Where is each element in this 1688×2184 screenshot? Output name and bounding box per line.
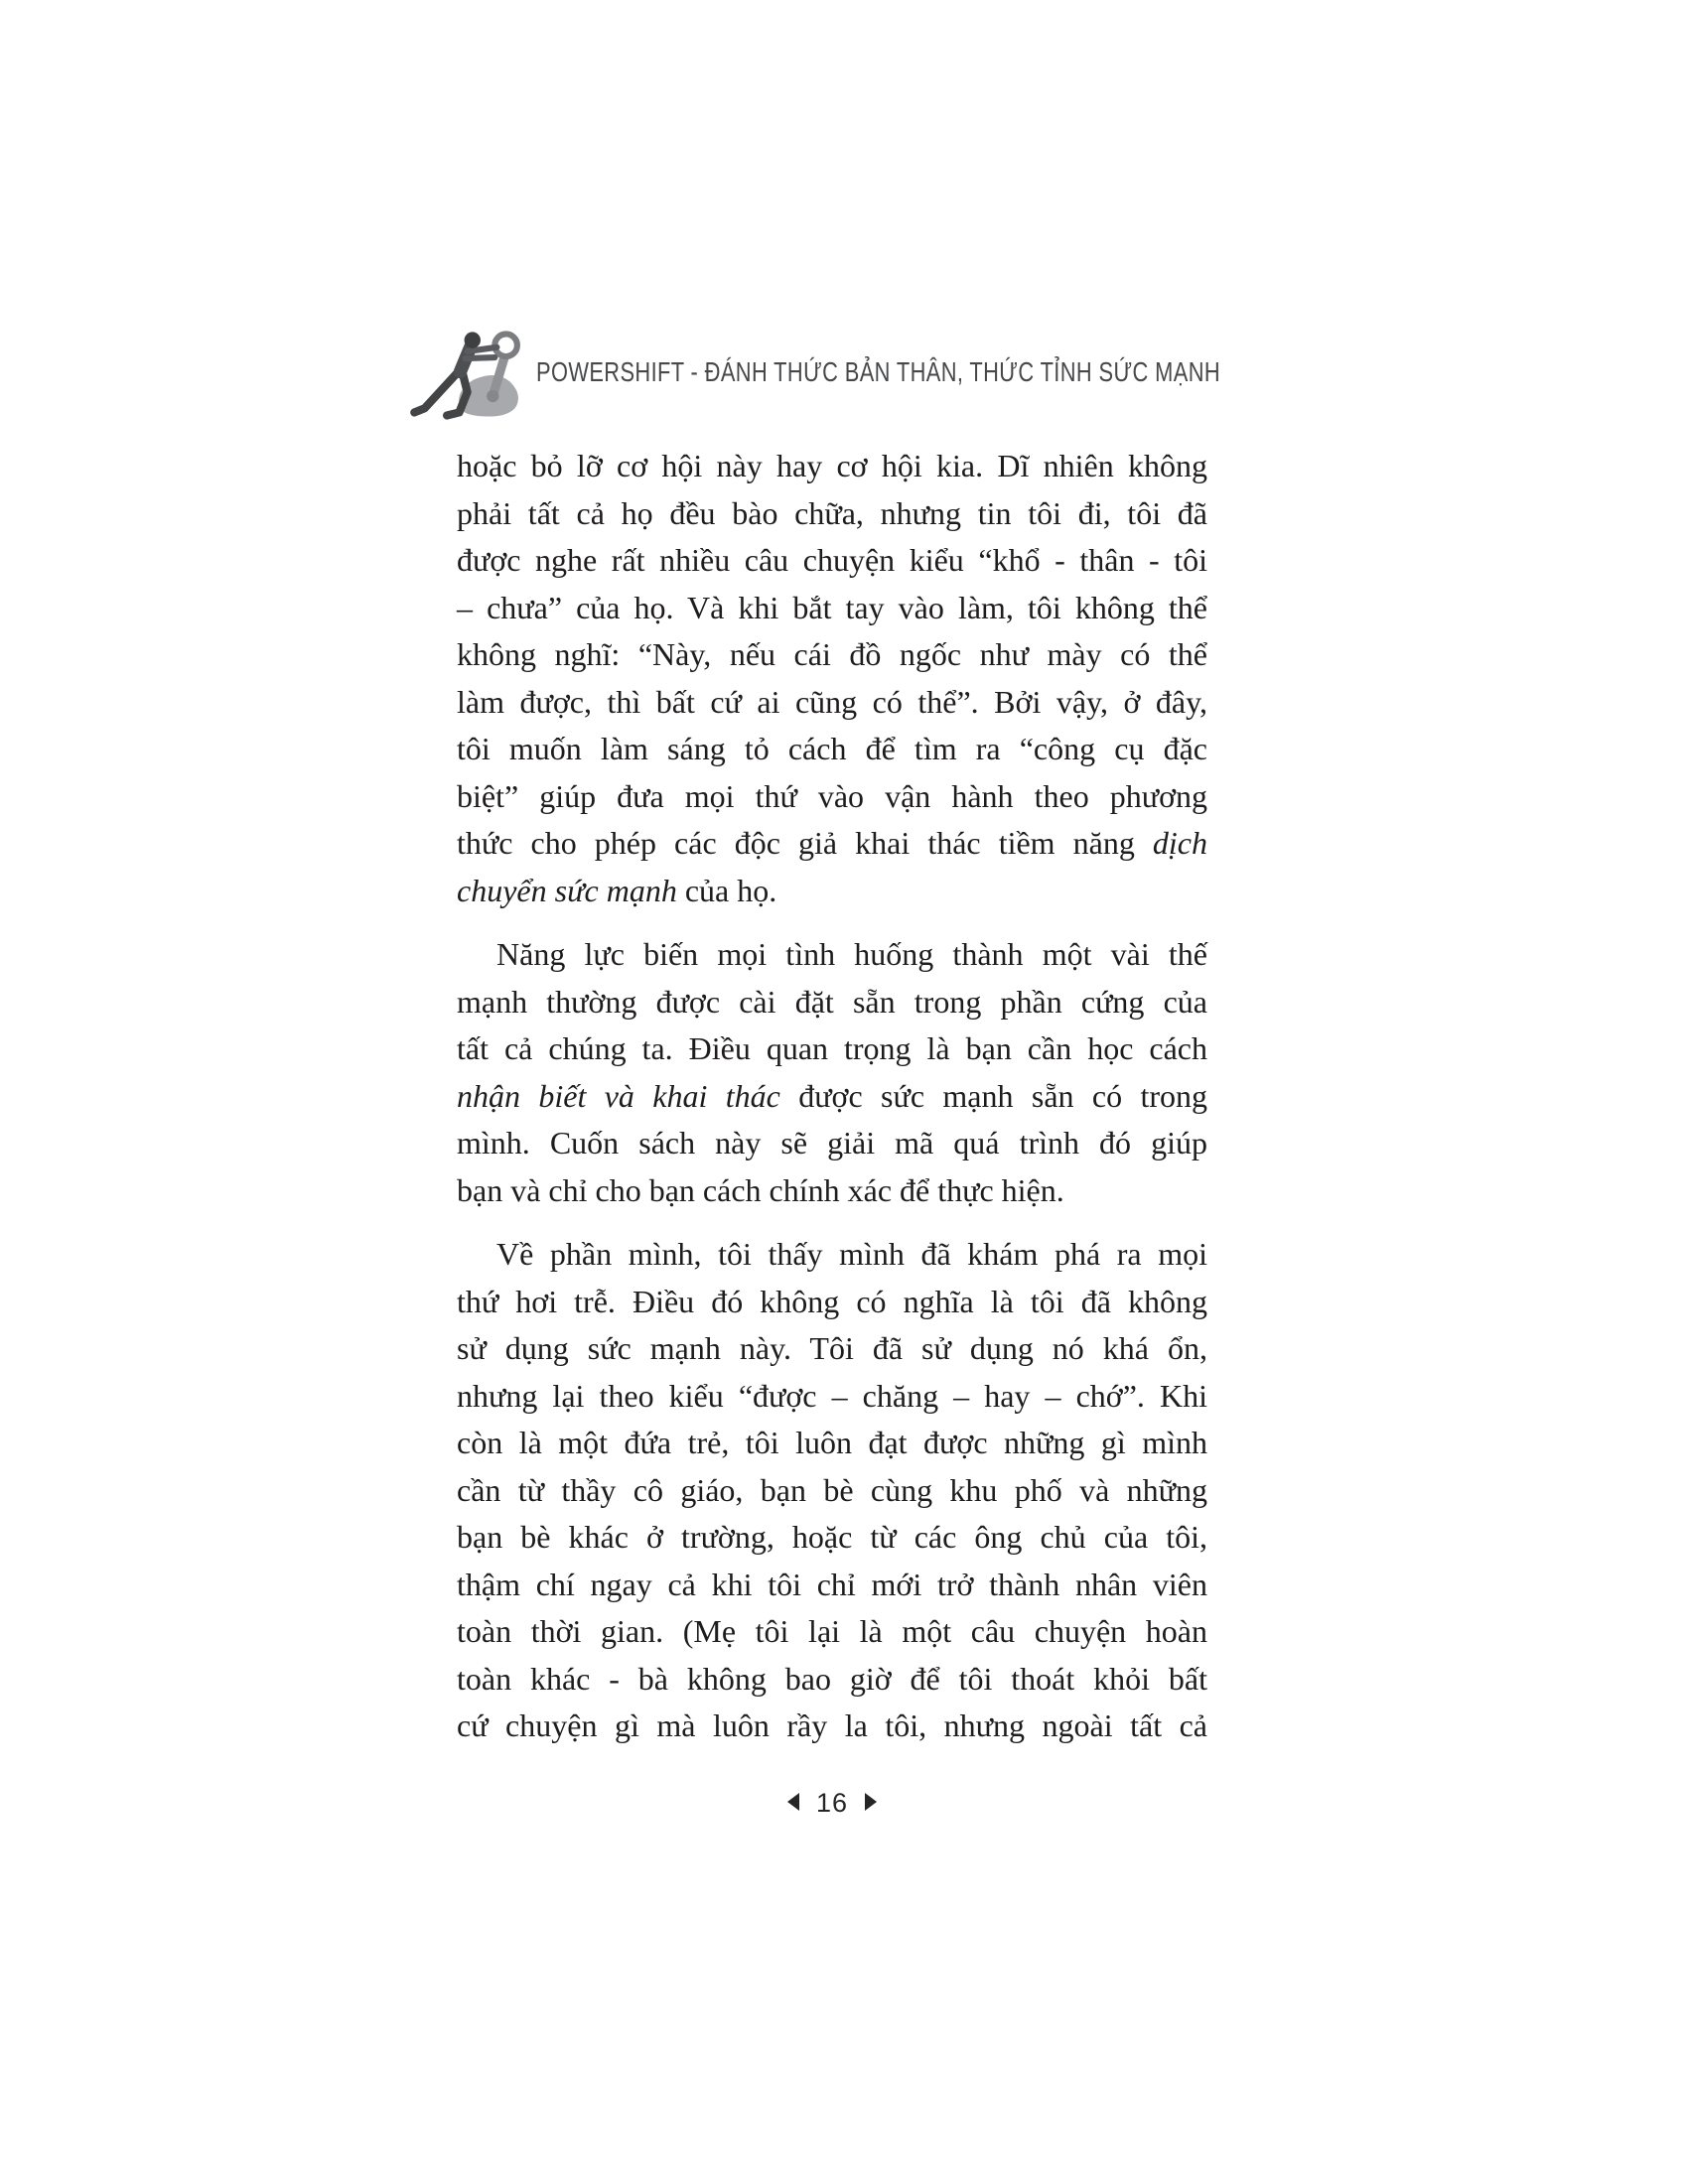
text-line — [457, 585, 1207, 632]
text-line — [457, 1514, 1207, 1562]
text-line — [457, 490, 1207, 538]
text-run: còn là một đứa trẻ, tôi luôn đạt được những gì mình — [457, 1425, 1207, 1460]
text-run: thứ hơi trễ. Điều đó không có nghĩa là tôi đã không — [457, 1283, 1207, 1319]
text-line — [457, 1373, 1207, 1421]
italic-run: chuyển sức mạnh — [457, 872, 677, 908]
text-run: nhưng lại theo kiểu “được – chăng – hay – chớ”. Khi — [457, 1377, 1207, 1414]
text-line — [457, 1656, 1207, 1704]
powershift-logo-icon — [402, 328, 521, 422]
text-line — [457, 979, 1207, 1026]
page-footer — [457, 1787, 1207, 1819]
text-line — [457, 1073, 1207, 1121]
text-run: bạn và chỉ cho bạn cách chính xác để thực hiện. — [457, 1171, 1064, 1208]
text-line — [457, 773, 1207, 821]
text-run: làm được, thì bất cứ ai cũng có thể”. Bởi vậy, ở đây, — [457, 683, 1207, 720]
text-line — [457, 868, 1207, 915]
text-run: không nghĩ: “Này, nếu cái đồ ngốc như mày có thể — [457, 636, 1207, 672]
text-run: phải tất cả họ đều bào chữa, nhưng tin tôi đi, tôi đã — [457, 494, 1207, 531]
text-line — [457, 1167, 1207, 1215]
italic-run: dịch — [1152, 825, 1207, 861]
text-run: bạn bè khác ở trường, hoặc từ các ông chủ của tôi, — [457, 1519, 1207, 1555]
text-run: tôi muốn làm sáng tỏ cách để tìm ra “công cụ đặc — [457, 731, 1207, 766]
text-line — [457, 931, 1207, 979]
text-line — [457, 820, 1207, 868]
running-head-title: POWERSHIFT - ĐÁNH THỨC BẢN THÂN, THỨC TỈNH SỨC MẠNH — [536, 356, 1221, 387]
text-run: toàn thời gian. (Mẹ tôi lại là một câu chuyện hoàn — [457, 1613, 1207, 1649]
italic-run: nhận biết và khai thác — [457, 1077, 780, 1114]
text-run: được nghe rất nhiều câu chuyện kiểu “khổ - thân - tôi — [457, 542, 1207, 578]
prev-page-icon — [787, 1793, 799, 1811]
text-run: tất cả chúng ta. Điều quan trọng là bạn cần học cách — [457, 1030, 1207, 1066]
text-line — [457, 1231, 1207, 1279]
text-run: của họ. — [676, 872, 777, 908]
text-line — [457, 1325, 1207, 1373]
text-run: thức cho phép các độc giả khai thác tiềm năng — [457, 825, 1153, 861]
text-line — [457, 1420, 1207, 1467]
text-run: thậm chí ngay cả khi tôi chỉ mới trở thành nhân viên — [457, 1566, 1207, 1602]
text-run: hoặc bỏ lỡ cơ hội này hay cơ hội kia. Dĩ nhiên không — [457, 448, 1207, 483]
text-run: sử dụng sức mạnh này. Tôi đã sử dụng nó khá ổn, — [457, 1330, 1207, 1366]
text-run: toàn khác - bà không bao giờ để tôi thoát khỏi bất — [457, 1660, 1207, 1697]
text-line — [457, 1608, 1207, 1656]
text-run: Năng lực biến mọi tình huống thành một vài thế — [496, 936, 1207, 972]
text-run: mạnh thường được cài đặt sẵn trong phần cứng của — [457, 983, 1207, 1020]
text-line — [457, 537, 1207, 585]
text-run: cần từ thầy cô giáo, bạn bè cùng khu phố và những — [457, 1471, 1207, 1508]
text-line — [457, 1279, 1207, 1326]
text-run: Về phần mình, tôi thấy mình đã khám phá ra mọi — [496, 1236, 1207, 1272]
text-line — [457, 1467, 1207, 1515]
paragraph — [457, 931, 1207, 1214]
text-line — [457, 1120, 1207, 1167]
text-line — [457, 726, 1207, 773]
text-run: mình. Cuốn sách này sẽ giải mã quá trình đó giúp — [457, 1125, 1207, 1160]
text-line — [457, 1562, 1207, 1609]
text-run: biệt” giúp đưa mọi thứ vào vận hành theo phương — [457, 777, 1207, 814]
page-number: 16 — [815, 1788, 849, 1819]
text-line — [457, 631, 1207, 679]
text-run: – chưa” của họ. Và khi bắt tay vào làm, tôi không thể — [457, 589, 1207, 625]
text-line — [457, 679, 1207, 727]
paragraph — [457, 443, 1207, 914]
text-run: cứ chuyện gì mà luôn rầy la tôi, nhưng ngoài tất cả — [457, 1707, 1207, 1743]
paragraph — [457, 1231, 1207, 1750]
body-text — [457, 443, 1207, 1767]
next-page-icon — [865, 1793, 877, 1811]
text-line — [457, 443, 1207, 490]
text-line — [457, 1025, 1207, 1073]
text-line — [457, 1703, 1207, 1750]
text-run: được sức mạnh sẵn có trong — [779, 1077, 1208, 1114]
